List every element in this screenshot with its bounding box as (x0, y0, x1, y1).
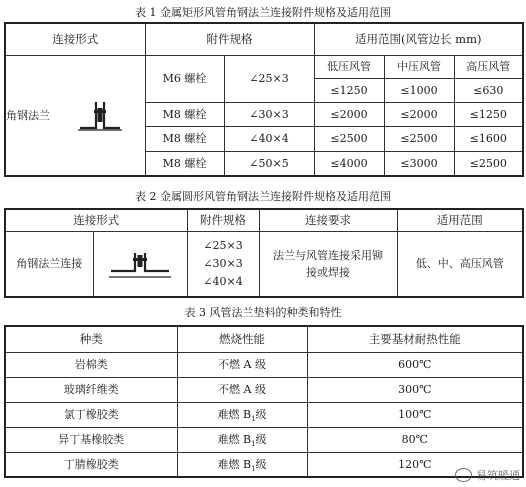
t3-heat-1: 300℃ (307, 377, 523, 402)
t1-header-low: 低压风管 (314, 55, 384, 78)
table1 (4, 22, 524, 177)
t2-requirement: 法兰与风管连接采用铆接或焊接 (259, 231, 397, 297)
t1-bolt-1: M8 螺栓 (145, 102, 224, 126)
table2 (4, 208, 524, 298)
t3-burn-0 (177, 352, 307, 377)
t1-low-1: ≤2000 (314, 102, 384, 126)
t1-header-range: 适用范围(风管边长 mm) (314, 23, 523, 55)
angle-flange-round-diagram-icon (107, 247, 173, 281)
t1-angle-1: ∠30×3 (224, 102, 314, 126)
t1-high-2: ≤1600 (454, 126, 523, 151)
t2-spec-1: ∠30×3 (203, 256, 243, 270)
chat-bubble-icon (455, 468, 472, 482)
table3-caption: 表 3 风管法兰垫料的种类和特性 (184, 306, 342, 319)
t2-range: 低、中、高压风管 (397, 231, 523, 297)
table1-caption: 表 1 金属矩形风管角钢法兰连接附件规格及适用范围 (135, 6, 391, 19)
t1-type-name: 角钢法兰 (6, 108, 50, 122)
t3-burn-text: 不燃 A 级 (218, 358, 266, 371)
t1-high-0: ≤630 (454, 78, 523, 102)
t1-header-high: 高压风管 (454, 55, 523, 78)
t3-kind-3: 异丁基橡胶类 (5, 427, 177, 452)
t1-low-2: ≤2500 (314, 126, 384, 151)
t3-heat-0: 600℃ (307, 352, 523, 377)
t3-kind-2: 氯丁橡胶类 (5, 402, 177, 427)
t1-high-1: ≤1250 (454, 102, 523, 126)
t2-specs-cell (187, 231, 259, 297)
t3-burn-text: 难燃 B (217, 457, 252, 471)
t3-kind-4: 丁腈橡胶类 (5, 452, 177, 477)
t3-burn-sub: 1 (251, 415, 256, 424)
t1-high-3: ≤2500 (454, 151, 523, 176)
t2-header-req: 连接要求 (259, 209, 397, 231)
t1-mid-1: ≤2000 (384, 102, 454, 126)
t1-low-0: ≤1250 (314, 78, 384, 102)
angle-flange-diagram-icon (76, 98, 124, 132)
t3-burn-3: 难燃 $B_1$级 (177, 427, 307, 452)
t3-burn-text: 不燃 A 级 (218, 383, 266, 396)
t3-header-heat: 主要基材耐热性能 (307, 326, 523, 352)
t3-heat-4: 120℃ (307, 452, 523, 477)
t3-burn-4: 难燃 $B_1$级 (177, 452, 307, 477)
t2-spec-0: ∠25×3 (203, 238, 243, 252)
t1-low-3: ≤4000 (314, 151, 384, 176)
t1-bolt-0: M6 螺栓 (145, 55, 224, 102)
t1-angle-2: ∠40×4 (224, 126, 314, 151)
t2-spec-2: ∠40×4 (203, 274, 243, 288)
t2-type-name: 角钢法兰连接 (5, 231, 93, 297)
watermark (455, 467, 520, 483)
t1-mid-0: ≤1000 (384, 78, 454, 102)
t3-header-kind: 种类 (5, 326, 177, 352)
t2-header-type: 连接形式 (5, 209, 187, 231)
t1-header-type: 连接形式 (5, 23, 145, 55)
table2-caption: 表 2 金属圆形风管角钢法兰连接附件规格及适用范围 (135, 190, 391, 203)
t2-diagram-cell (93, 231, 187, 297)
t3-kind-1: 玻璃纤维类 (5, 377, 177, 402)
t1-header-spec: 附件规格 (145, 23, 314, 55)
t1-type-cell (5, 55, 145, 176)
t1-bolt-2: M8 螺栓 (145, 126, 224, 151)
t1-angle-3: ∠50×5 (224, 151, 314, 176)
t2-header-range: 适用范围 (397, 209, 523, 231)
t3-burn-1 (177, 377, 307, 402)
t3-burn-text: 难燃 B (217, 433, 252, 446)
t3-header-burn: 燃烧性能 (177, 326, 307, 352)
t3-burn-2: 难燃 $B_1$级 (177, 402, 307, 427)
t3-heat-3: 80℃ (307, 427, 523, 452)
t1-bolt-3: M8 螺栓 (145, 151, 224, 176)
t1-header-mid: 中压风管 (384, 55, 454, 78)
t3-burn-text: 难燃 B (217, 408, 252, 421)
t2-header-spec: 附件规格 (187, 209, 259, 231)
t3-kind-0: 岩棉类 (5, 352, 177, 377)
t1-mid-2: ≤2500 (384, 126, 454, 151)
watermark-text: 易筑暖通 (476, 469, 520, 482)
t3-burn-sub: 1 (251, 440, 256, 449)
t3-burn-sub: 1 (251, 464, 256, 473)
t3-heat-2: 100℃ (307, 402, 523, 427)
t1-angle-0: ∠25×3 (224, 55, 314, 102)
t1-mid-3: ≤3000 (384, 151, 454, 176)
table3 (4, 325, 524, 478)
